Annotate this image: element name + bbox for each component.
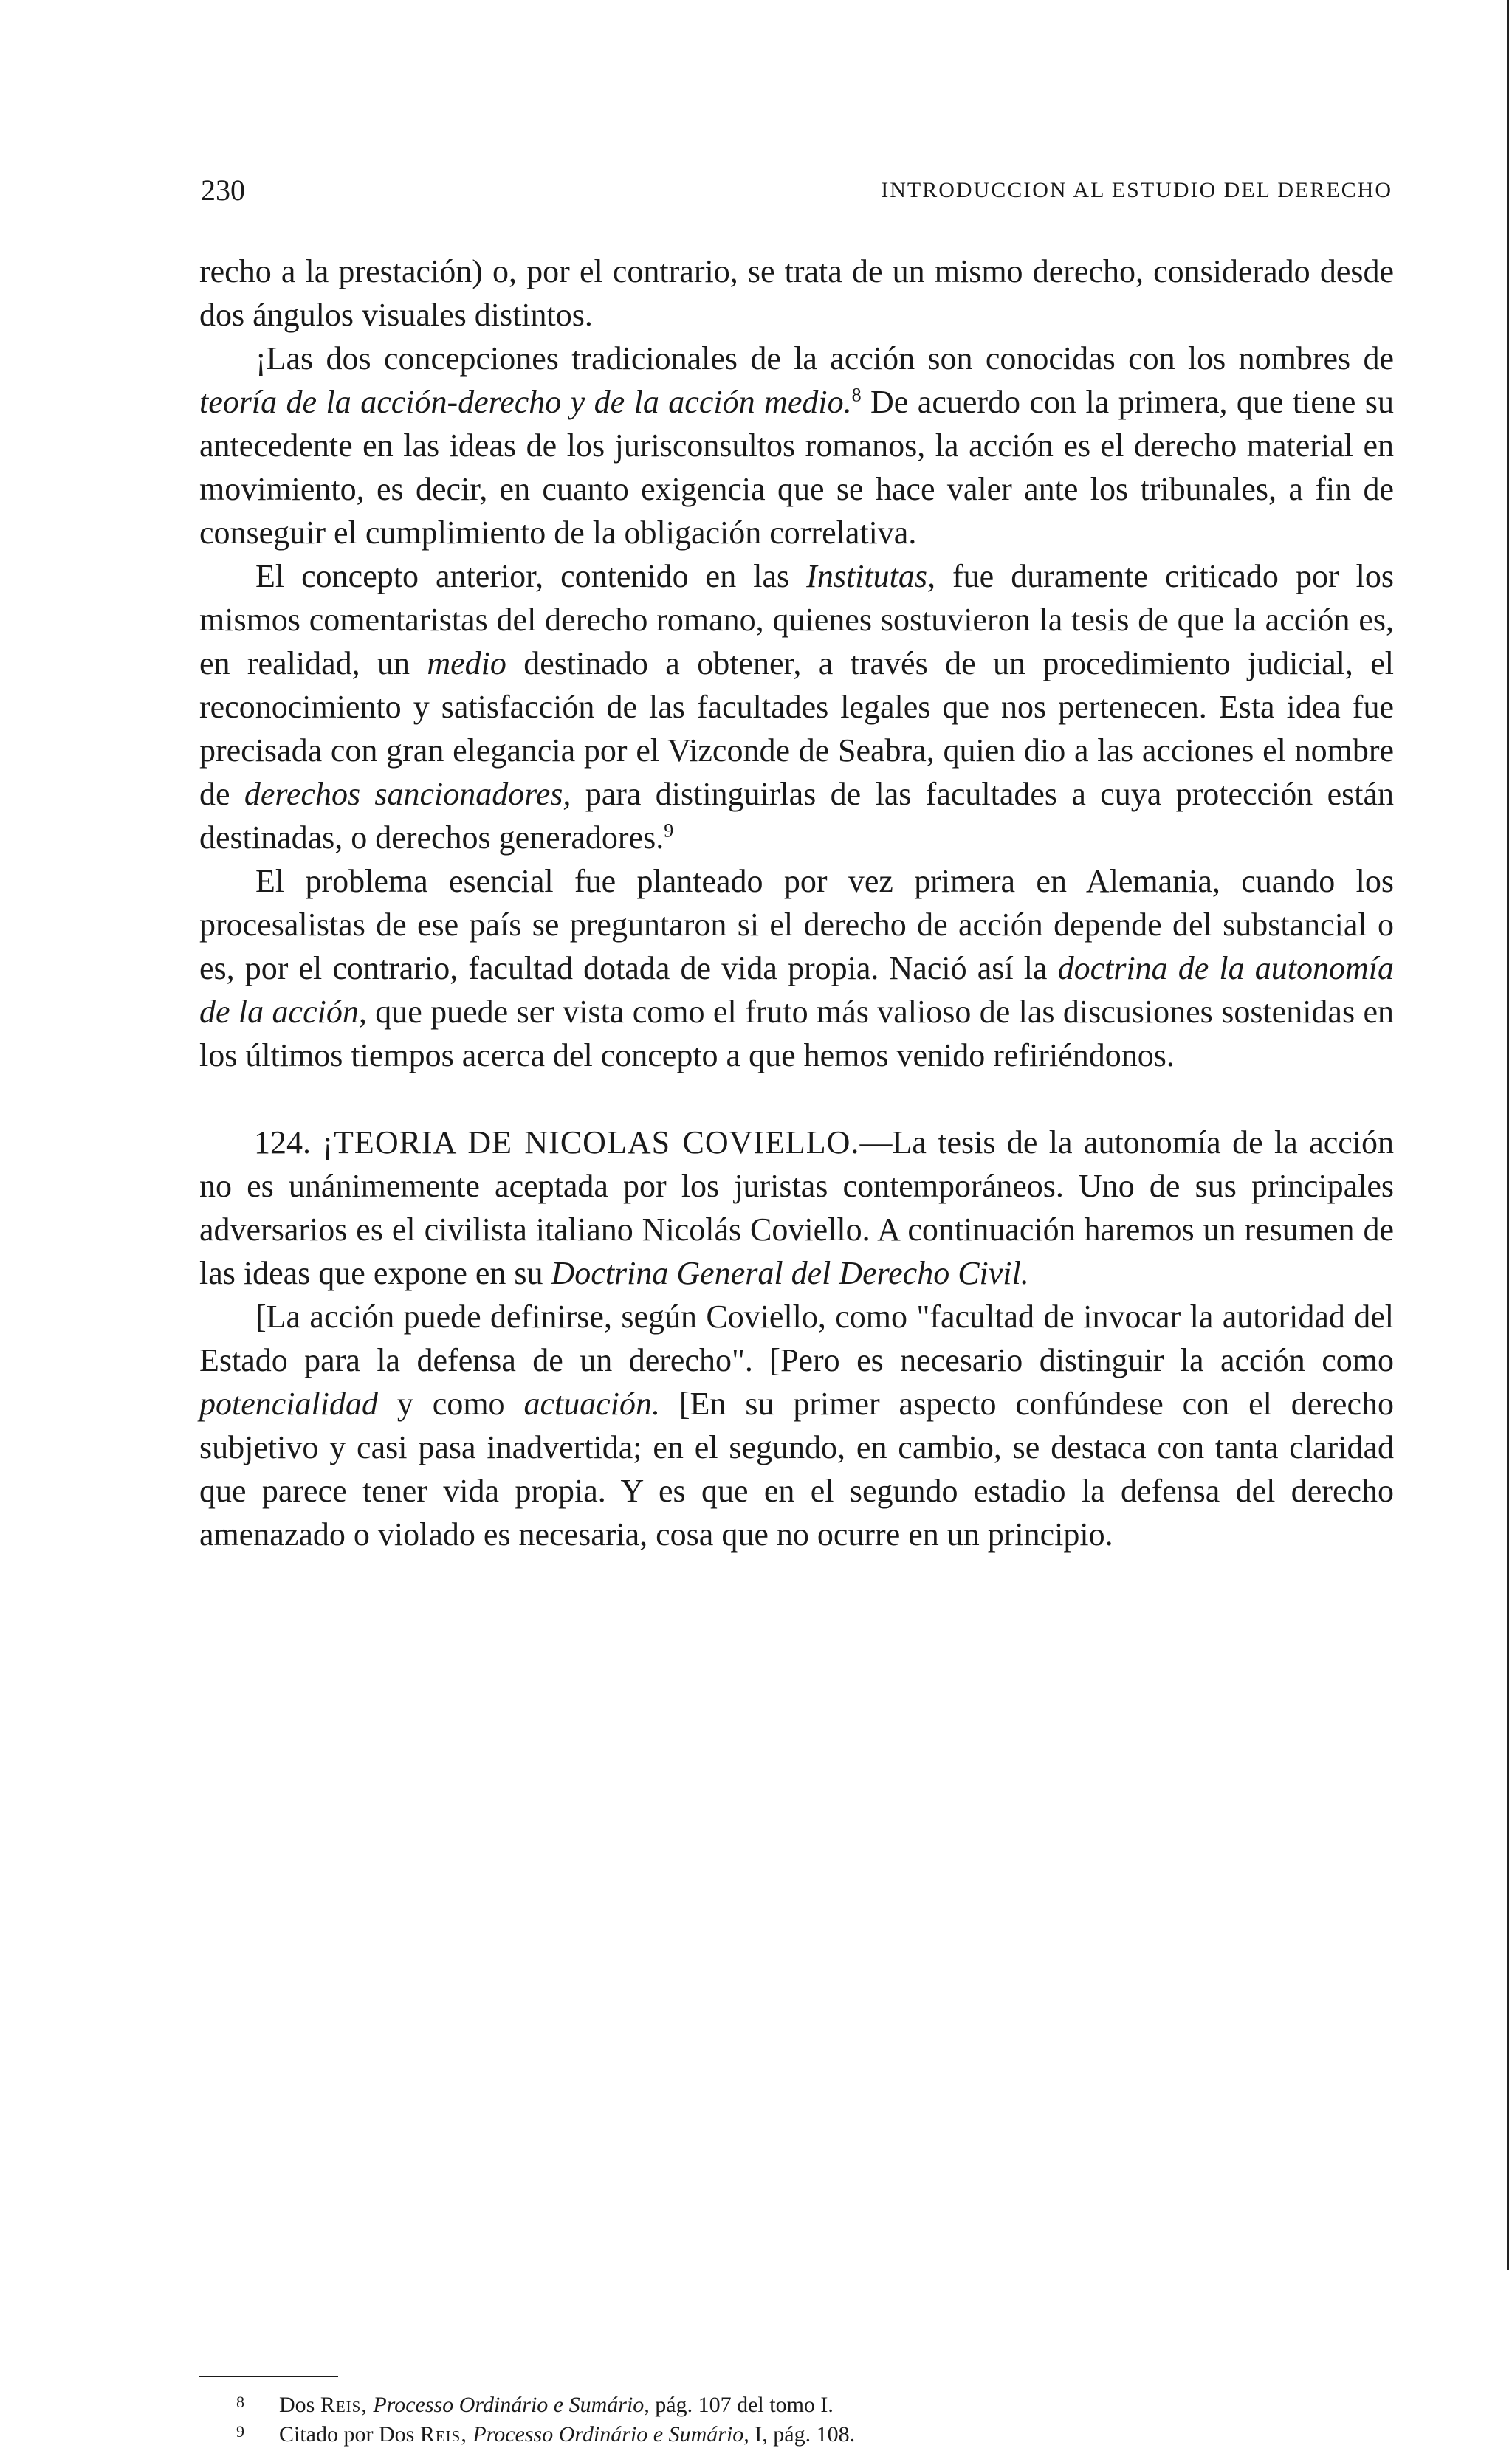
italic-term: Institutas,: [806, 558, 935, 594]
italic-term: Doctrina General del Derecho Civil.: [551, 1255, 1029, 1291]
body-text: [199, 250, 1394, 1556]
italic-term: teoría de la acción-derecho y de la acción medio.: [199, 384, 852, 420]
paragraph-germany: El problema esencial fue planteado por vez primera en Alemania, cuando los procesalistas de ese país se preguntaron si el derecho de acción depende del substancial o es, por el contrario, facultad dotada de vida propia. Nació así la doctrina de la autonomía de la acción, que puede ser vista como el fruto más valioso de las discusiones sostenidas en los últimos tiempos acerca del concepto a que hemos venido refiriéndonos.: [199, 863, 1394, 1073]
italic-term: doctrina de la autonomía de la acción,: [199, 950, 1394, 1030]
paragraph-concept-criticized: El concepto anterior, contenido en las Institutas, fue duramente criticado por los mismos comentaristas del derecho romano, quienes sostuvieron la tesis de que la acción es, en realidad, un medio destinado a obtener, a través de un procedimiento judicial, el reconocimiento y satisfacción de las facultades legales que nos pertenecen. Esta idea fue precisada con gran elegancia por el Vizconde de Seabra, quien dio a las acciones el nombre de derechos sancionadores, para distinguirlas de las facultades a cuya protección están destinadas, o derechos generadores.$^9$: [199, 558, 1394, 856]
footnote-ref-9: 9: [664, 819, 674, 842]
page-edge-line: [1507, 0, 1509, 2270]
footnote-mark: 9: [236, 2422, 244, 2441]
italic-term: medio: [427, 645, 506, 681]
section-124: 124. ¡TEORIA DE NICOLAS COVIELLO.—La tesis de la autonomía de la acción no es unánimemente aceptada por los juristas contemporáneos. Uno de sus principales adversarios es el civilista italiano Nicolás Coviello. A continuación haremos un resumen de las ideas que expone en su Doctrina General del Derecho Civil.: [199, 1124, 1395, 1291]
italic-term: potencialidad: [199, 1386, 378, 1422]
section-number: 124.: [254, 1124, 323, 1161]
paragraph-continuation: recho a la prestación) o, por el contrario, se trata de un mismo derecho, considerado desde dos ángulos visuales distintos.: [199, 253, 1394, 333]
running-head: INTRODUCCION AL ESTUDIO DEL DERECHO: [881, 178, 1392, 202]
page-header: [201, 168, 1392, 213]
paragraph-action-theories: ¡Las dos concepciones tradicionales de la acción son conocidas con los nombres de teoría de la acción-derecho y de la acción medio.$^8$ De acuerdo con la primera, que tiene su antecedente en las ideas de los jurisconsultos romanos, la acción es el derecho material en movimiento, es decir, en cuanto exigencia que se hace valer ante los tribunales, a fin de conseguir el cumplimiento de la obligación correlativa.: [199, 340, 1394, 551]
footnote-ref-8: 8: [851, 384, 862, 406]
footnote-mark: 8: [236, 2393, 244, 2411]
footnotes: [236, 2389, 1270, 2448]
italic-term: derechos sancionadores,: [244, 776, 571, 812]
footnote-8: 8 Dos Reis, Processo Ordinário e Sumário, pág. 107 del tomo I.: [236, 2389, 1270, 2418]
paragraph-coviello-definition: [La acción puede definirse, según Coviello, como "facultad de invocar la autoridad del Estado para la defensa de un derecho". [Pero es necesario distinguir la acción como potencialidad y como actuación. [En su primer aspecto confúndese con el derecho subjetivo y casi pasa inadvertida; en el segundo, en cambio, se destaca con tanta claridad que parece tener vida propia. Y es que en el segundo estadio la defensa del derecho amenazado o violado es necesaria, cosa que no ocurre en un principio.: [199, 1299, 1394, 1553]
page-number: 230: [201, 173, 245, 207]
footnote-divider: [199, 2376, 338, 2377]
footnote-9: 9 Citado por Dos Reis, Processo Ordinário e Sumário, I, pág. 108.: [236, 2418, 1270, 2448]
italic-term: actuación.: [523, 1386, 660, 1422]
section-title: ¡TEORIA DE NICOLAS COVIELLO.: [322, 1124, 860, 1161]
